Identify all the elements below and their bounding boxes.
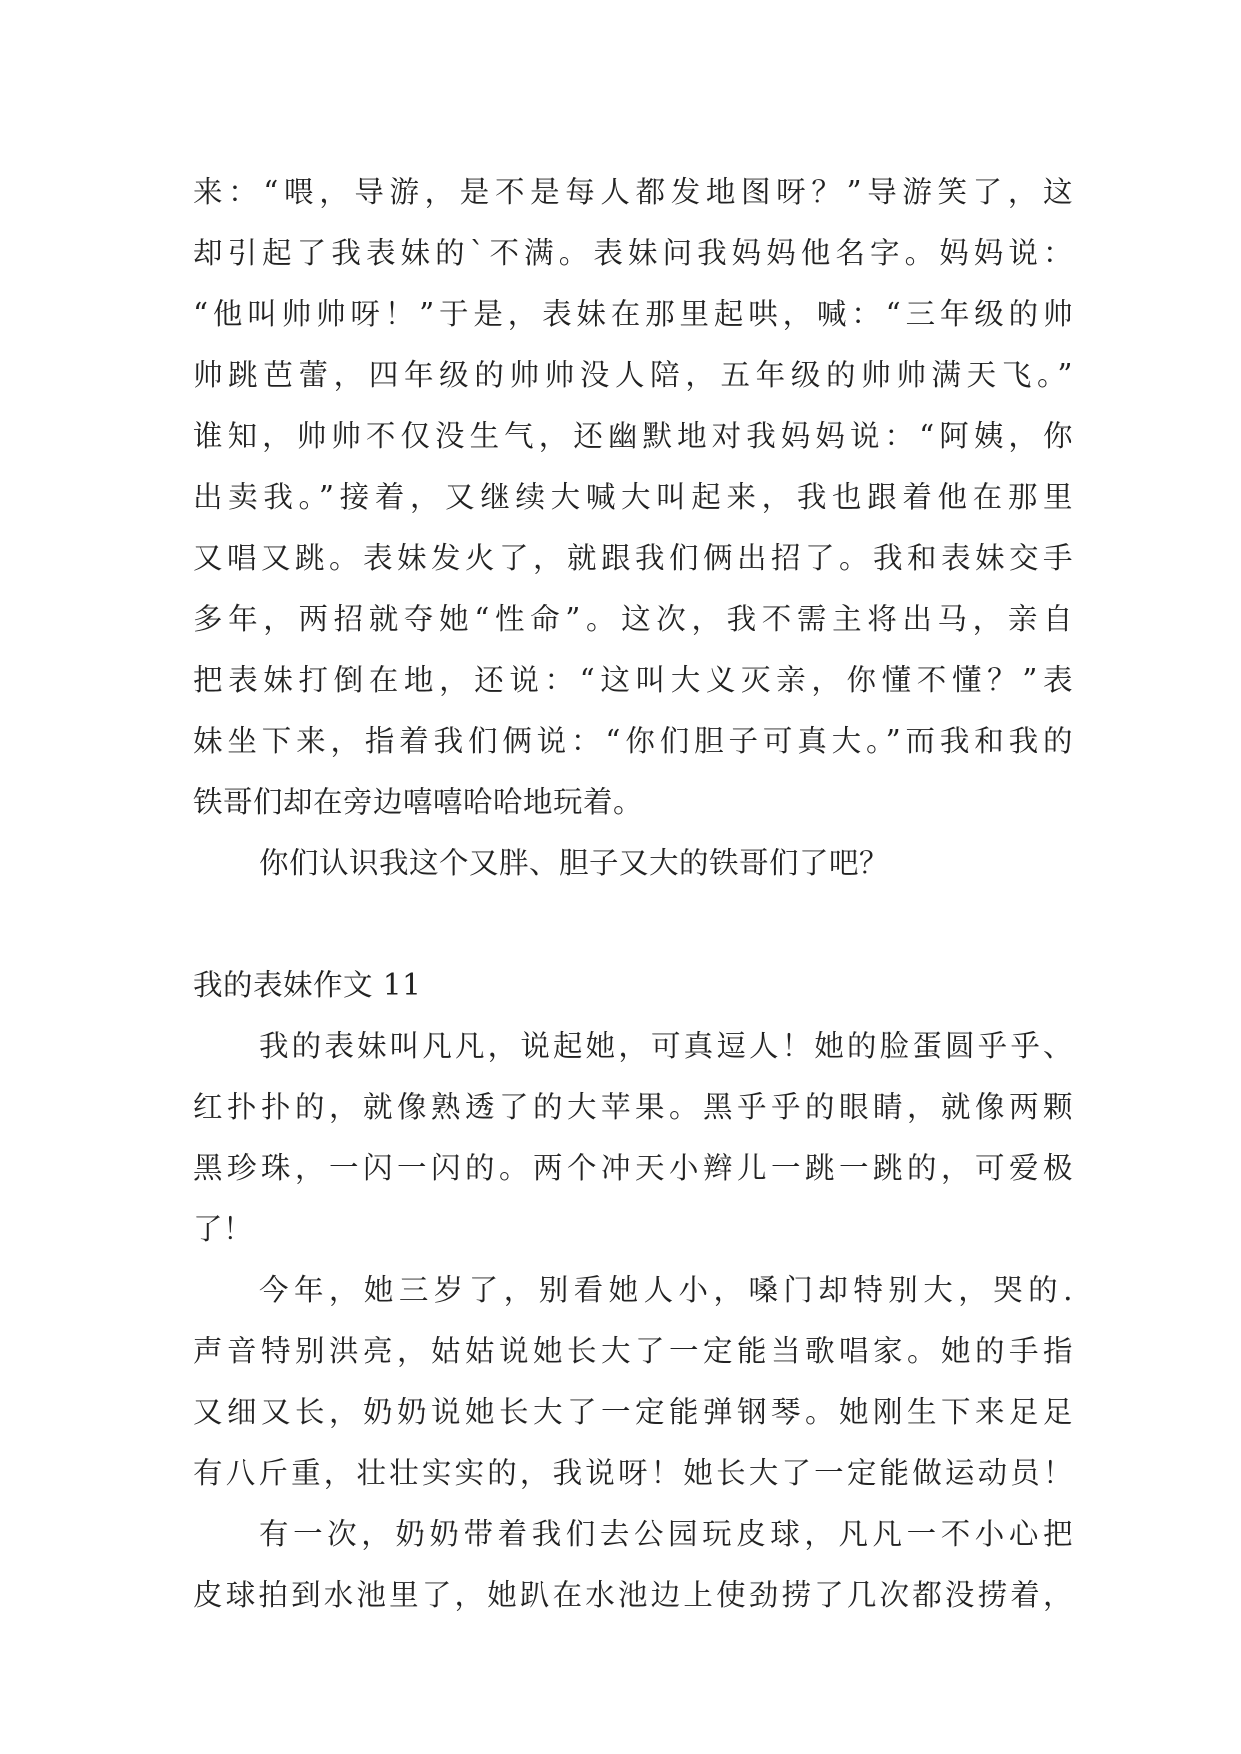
text-line: 把表妹打倒在地，还说：“这叫大义灭亲，你懂不懂？”表 (193, 663, 1073, 697)
paragraph-gap (193, 894, 1073, 955)
text-line: 声音特别洪亮，姑姑说她长大了一定能当歌唱家。她的手指 (193, 1334, 1073, 1368)
text-line: 又细又长，奶奶说她长大了一定能弹钢琴。她刚生下来足足 (193, 1395, 1073, 1429)
text-line: 却引起了我表妹的`不满。表妹问我妈妈他名字。妈妈说： (193, 236, 1073, 270)
text-line: “他叫帅帅呀！”于是，表妹在那里起哄，喊：“三年级的帅 (193, 297, 1073, 331)
text-line: 来：“喂，导游，是不是每人都发地图呀？”导游笑了，这 (193, 175, 1073, 209)
text-line: 红扑扑的，就像熟透了的大苹果。黑乎乎的眼睛，就像两颗 (193, 1090, 1073, 1124)
text-line: 有一次，奶奶带着我们去公园玩皮球，凡凡一不小心把 (259, 1517, 1073, 1551)
text-line: 妹坐下来，指着我们俩说：“你们胆子可真大。”而我和我的 (193, 724, 1073, 758)
text-line: 帅跳芭蕾，四年级的帅帅没人陪，五年级的帅帅满天飞。” (193, 358, 1073, 392)
text-line: 又唱又跳。表妹发火了，就跟我们俩出招了。我和表妹交手 (193, 541, 1073, 575)
text-line: 我的表妹叫凡凡，说起她，可真逗人！她的脸蛋圆乎乎、 (259, 1029, 1073, 1063)
text-line: 出卖我。”接着，又继续大喊大叫起来，我也跟着他在那里 (193, 480, 1073, 514)
text-line: 皮球拍到水池里了，她趴在水池边上使劲捞了几次都没捞着， (193, 1578, 1073, 1612)
text-line: 了！ (193, 1212, 254, 1246)
text-line: 铁哥们却在旁边嘻嘻哈哈地玩着。 (193, 785, 644, 819)
text-line: 今年，她三岁了，别看她人小，嗓门却特别大，哭的. (259, 1273, 1073, 1307)
text-line: 多年，两招就夺她“性命”。这次，我不需主将出马，亲自 (193, 602, 1073, 636)
text-line: 黑珍珠，一闪一闪的。两个冲天小辫儿一跳一跳的，可爱极 (193, 1151, 1073, 1185)
section-title: 我的表妹作文 11 (193, 968, 422, 1002)
text-line: 有八斤重，壮壮实实的，我说呀！她长大了一定能做运动员！ (193, 1456, 1073, 1490)
text-line: 你们认识我这个又胖、胆子又大的铁哥们了吧？ (259, 846, 890, 880)
text-line: 谁知，帅帅不仅没生气，还幽默地对我妈妈说：“阿姨，你 (193, 419, 1073, 453)
body-text (193, 162, 1073, 1626)
